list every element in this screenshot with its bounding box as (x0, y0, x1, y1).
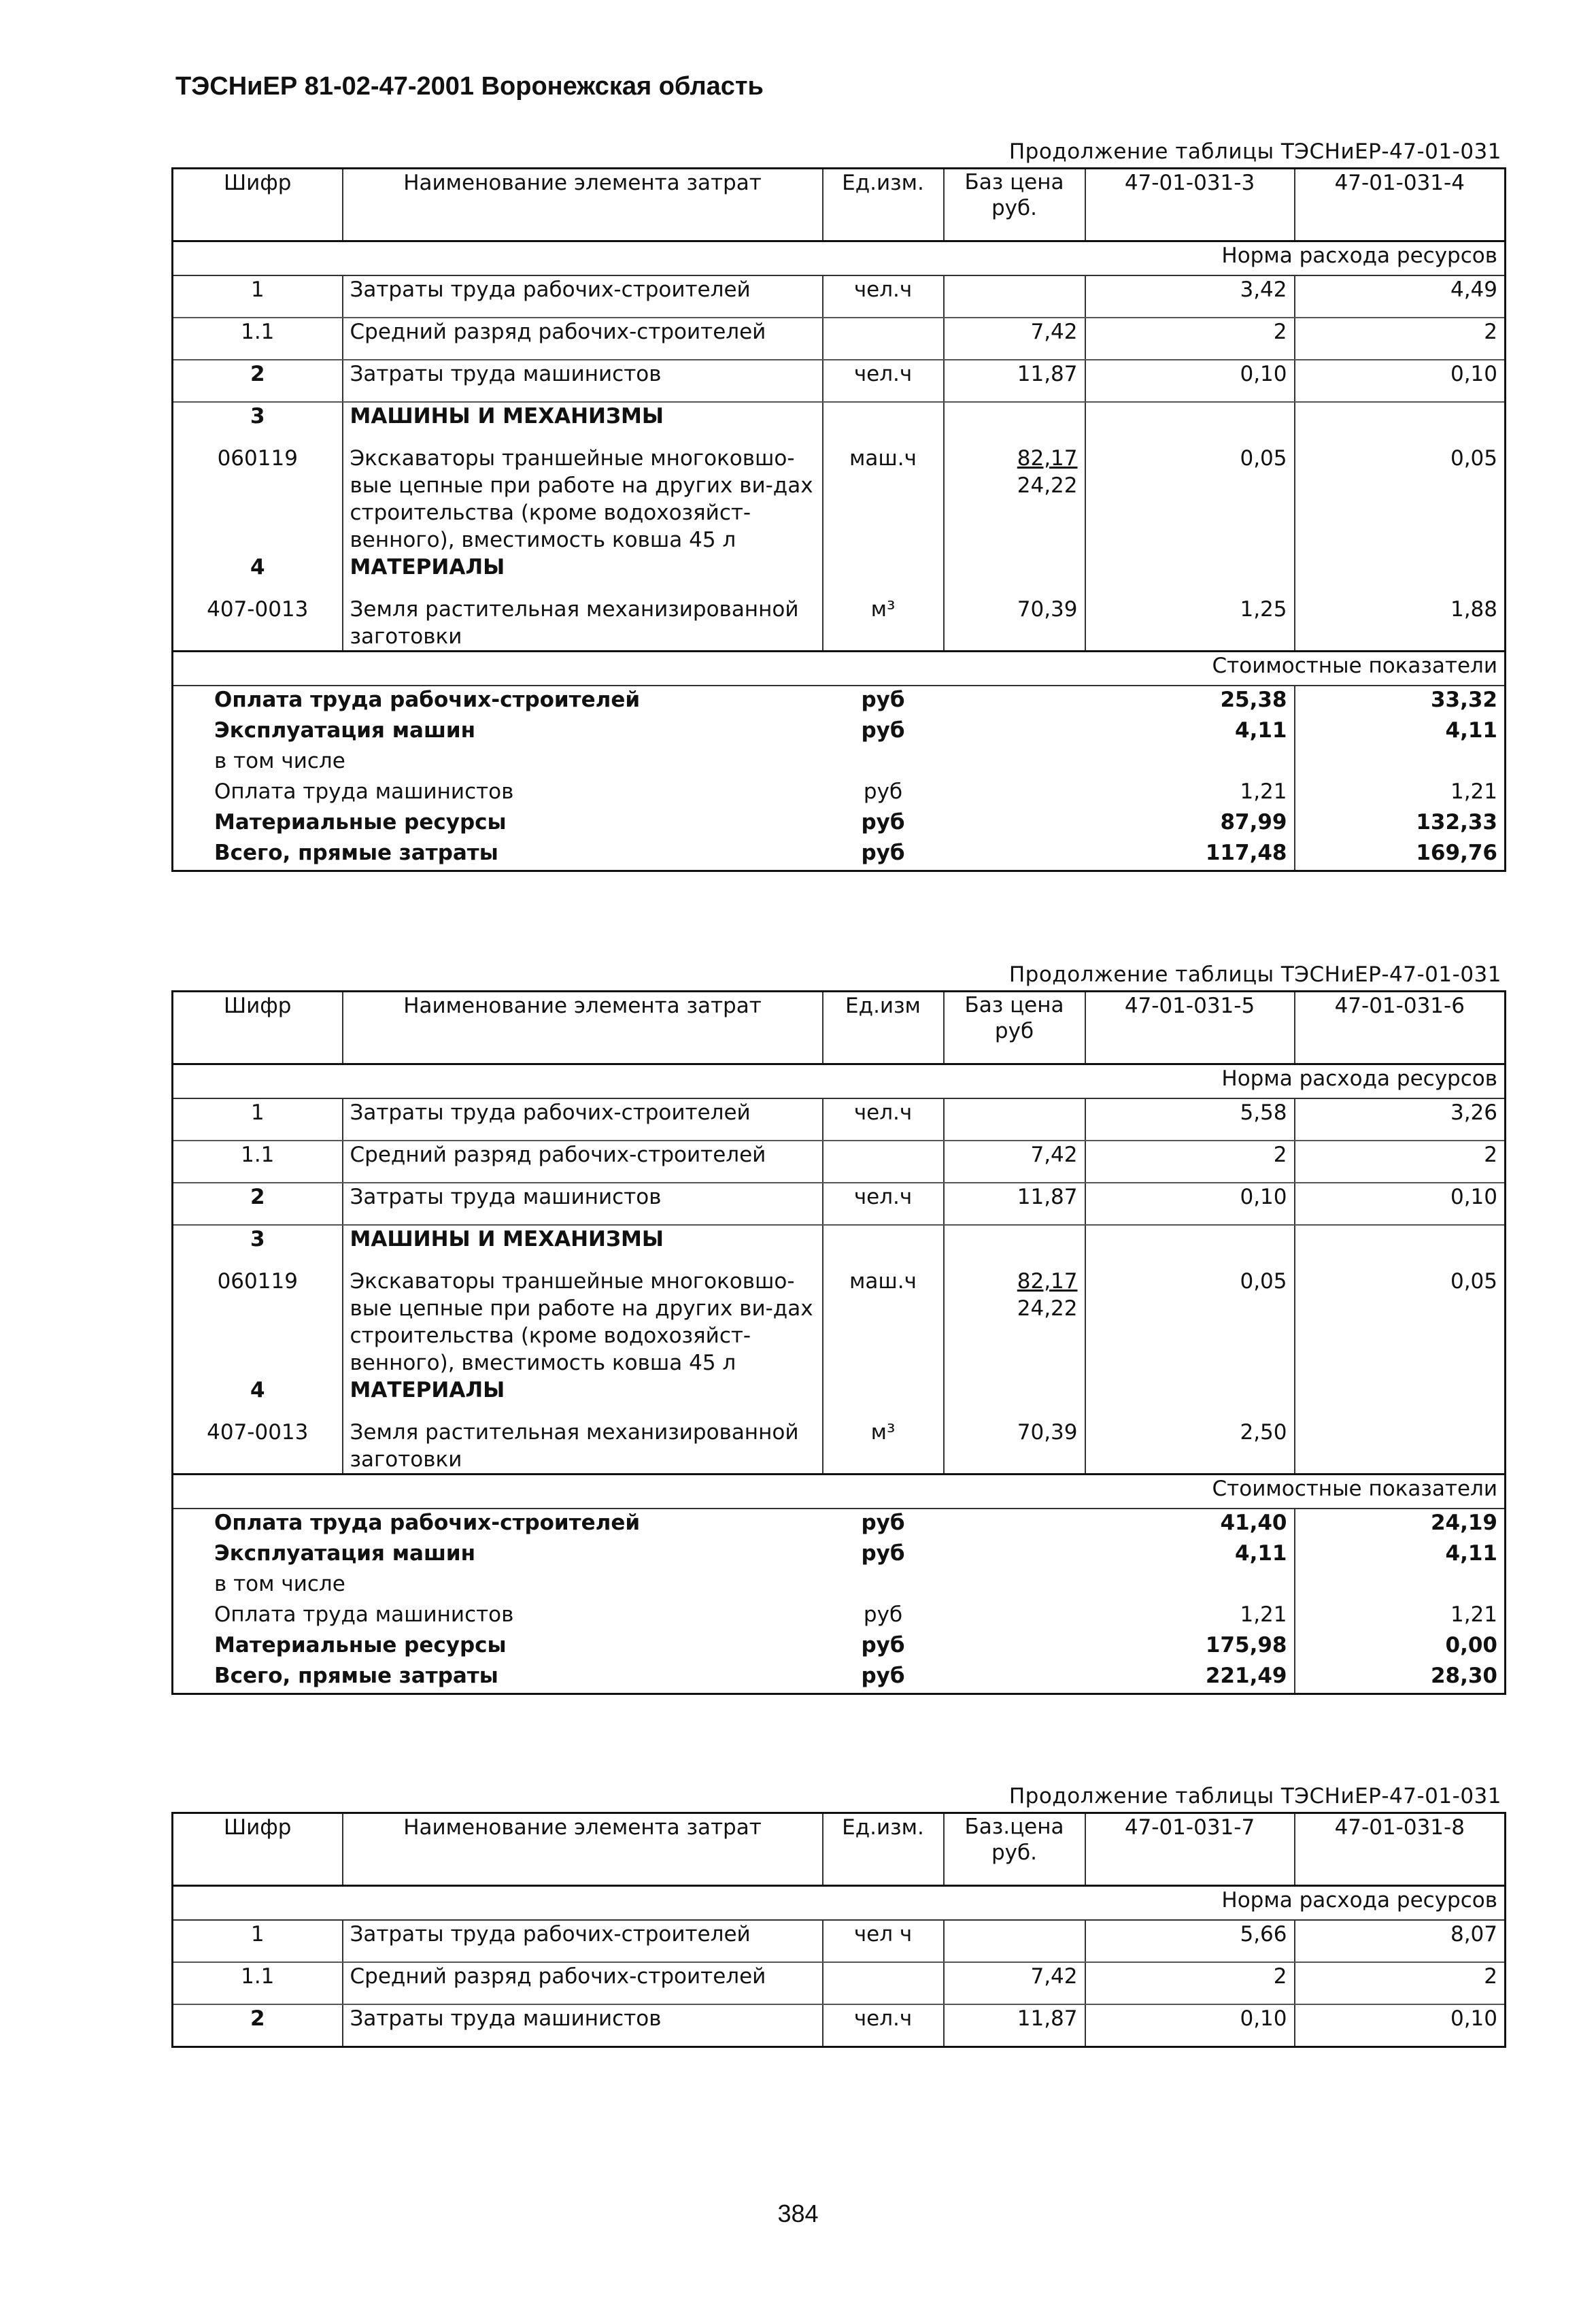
resource-table-1 (171, 136, 1504, 872)
cell-norm-a: 0,10 (1085, 360, 1295, 402)
col-header-base-price: Баз.цена руб. (944, 1813, 1085, 1886)
cost-label: Материальные ресурсы (214, 1633, 507, 1657)
cell-name: Средний разряд рабочих-строителей (343, 318, 823, 360)
table-row (173, 275, 1506, 318)
group-title: МАТЕРИАЛЫ (343, 1377, 823, 1419)
cell-norm-b: 0,10 (1295, 2004, 1506, 2047)
document-header: ТЭСНиЕР 81-02-47-2001 Воронежская область (175, 72, 764, 101)
resource-table (171, 167, 1506, 872)
col-header-name: Наименование элемента затрат (343, 992, 823, 1064)
cell-unit: чел.ч (823, 2004, 944, 2047)
cost-row (173, 1570, 1506, 1601)
resource-table-2 (171, 959, 1504, 1695)
cell-norm-a: 0,10 (1085, 1183, 1295, 1225)
col-header-code: Шифр (173, 1813, 343, 1886)
cell-norm-b: 8,07 (1295, 1920, 1506, 1962)
table-row (173, 1962, 1506, 2004)
cost-label: Оплата труда машинистов (214, 779, 514, 804)
cell-code: 1.1 (173, 318, 343, 360)
table-row (173, 360, 1506, 402)
table-row (173, 1268, 1506, 1377)
cost-unit: руб (861, 1633, 905, 1657)
cost-section-row (173, 1475, 1506, 1509)
cell-norm-a: 0,10 (1085, 2004, 1295, 2047)
cell-price: 11,87 (944, 360, 1085, 402)
cell-code: 1 (173, 1920, 343, 1962)
cost-label: Оплата труда рабочих-строителей (214, 1511, 641, 1535)
cell-price (944, 275, 1085, 318)
cell-unit: чел.ч (823, 1098, 944, 1141)
resource-table-3 (171, 1781, 1504, 2048)
cell-norm-b: 2 (1295, 1962, 1506, 2004)
cost-value-b: 0,00 (1295, 1632, 1506, 1662)
cell-code: 3 (250, 404, 265, 428)
cell-norm-b: 3,26 (1295, 1098, 1506, 1141)
cost-unit: руб (863, 1602, 903, 1627)
table-row (173, 1183, 1506, 1225)
table-row (173, 1920, 1506, 1962)
cost-value-b: 132,33 (1295, 809, 1506, 839)
norms-section-row (173, 241, 1506, 276)
cell-price (944, 1920, 1085, 1962)
cost-label: Материальные ресурсы (214, 810, 507, 835)
cost-row (173, 686, 1506, 717)
cost-value-b: 169,76 (1295, 839, 1506, 871)
group-row-machines (173, 402, 1506, 445)
cost-label: Эксплуатация машин (214, 1541, 476, 1566)
cell-norm-a: 3,42 (1085, 275, 1295, 318)
cost-unit: руб (861, 718, 905, 743)
cost-row (173, 778, 1506, 809)
cell-unit: маш.ч (823, 1268, 944, 1377)
cell-name: Затраты труда машинистов (343, 360, 823, 402)
cost-value-a: 117,48 (1085, 839, 1295, 871)
col-header-name: Наименование элемента затрат (343, 169, 823, 241)
cell-norm-b: 2 (1295, 318, 1506, 360)
cell-norm-b: 0,10 (1295, 360, 1506, 402)
cell-norm-a: 0,05 (1085, 445, 1295, 554)
cost-row-total (173, 839, 1506, 871)
cell-code: 2 (173, 360, 343, 402)
table-row (173, 445, 1506, 554)
cell-norm-a: 2 (1085, 318, 1295, 360)
col-header-unit: Ед.изм. (823, 169, 944, 241)
cell-unit (823, 318, 944, 360)
cell-unit: м³ (823, 1419, 944, 1475)
cost-label: Эксплуатация машин (214, 718, 476, 743)
cell-name: Затраты труда рабочих-строителей (343, 1098, 823, 1141)
cell-norm-b: 2 (1295, 1141, 1506, 1183)
cell-norm-b: 4,49 (1295, 275, 1506, 318)
col-header-name: Наименование элемента затрат (343, 1813, 823, 1886)
cell-name: Земля растительная механизированной заготовки (343, 1419, 823, 1475)
cell-code: 2 (250, 2006, 265, 2031)
cell-code: 060119 (217, 1269, 298, 1294)
cell-price: 11,87 (944, 2004, 1085, 2047)
col-header-norm-b: 47-01-031-8 (1295, 1813, 1506, 1886)
group-title: МАШИНЫ И МЕХАНИЗМЫ (343, 1225, 823, 1268)
cost-row-total (173, 1662, 1506, 1694)
table-row (173, 596, 1506, 652)
cell-code: 1 (173, 275, 343, 318)
cell-norm-b: 1,88 (1295, 596, 1506, 652)
cell-norm-b: 0,05 (1295, 445, 1506, 554)
col-header-base-price: Баз цена руб (944, 992, 1085, 1064)
cost-row (173, 1509, 1506, 1540)
cell-name: Экскаваторы траншейные многоковшо-вые цепные при работе на других ви-дах строительства (кроме водохозяйст-венного), вместимость ковша 45 л (343, 1268, 823, 1377)
cell-unit (823, 1962, 944, 2004)
cost-value-a: 25,38 (1220, 688, 1287, 712)
table-row (173, 1098, 1506, 1141)
cell-price: 7,42 (944, 1141, 1085, 1183)
cell-code: 4 (250, 555, 265, 579)
cost-unit: руб (861, 688, 905, 712)
cost-label: в том числе (214, 749, 345, 773)
cost-section-label: Стоимостные показатели (173, 1475, 1506, 1509)
cell-code: 1 (173, 1098, 343, 1141)
cost-value-a: 4,11 (1235, 1541, 1287, 1566)
cell-code: 1.1 (173, 1141, 343, 1183)
cell-norm-a: 2 (1085, 1141, 1295, 1183)
col-header-norm-a: 47-01-031-5 (1085, 992, 1295, 1064)
cost-label: Всего, прямые затраты (173, 1662, 823, 1694)
col-header-base-price: Баз цена руб. (944, 169, 1085, 241)
table-row (173, 2004, 1506, 2047)
col-header-unit: Ед.изм. (823, 1813, 944, 1886)
cell-norm-a: 5,58 (1085, 1098, 1295, 1141)
col-header-norm-a: 47-01-031-3 (1085, 169, 1295, 241)
cost-value-b: 4,11 (1295, 717, 1506, 747)
norms-section-label: Норма расхода ресурсов (173, 1064, 1506, 1099)
cell-name: Затраты труда рабочих-строителей (343, 275, 823, 318)
col-header-code: Шифр (173, 992, 343, 1064)
table-caption: Продолжение таблицы ТЭСНиЕР-47-01-031 (1008, 139, 1501, 164)
resource-table (171, 990, 1506, 1695)
cost-value-b: 4,11 (1295, 1540, 1506, 1570)
table-row (173, 318, 1506, 360)
page-number: 384 (777, 2200, 819, 2227)
cost-unit: руб (863, 779, 903, 804)
cell-price (944, 1268, 1085, 1377)
cell-unit: чел.ч (823, 275, 944, 318)
cell-name: Затраты труда машинистов (343, 1183, 823, 1225)
cell-name: Экскаваторы траншейные многоковшо-вые цепные при работе на других ви-дах строительства (кроме водохозяйст-венного), вместимость ковша 45 л (343, 445, 823, 554)
cell-unit: маш.ч (823, 445, 944, 554)
cell-unit: чел ч (823, 1920, 944, 1962)
cell-code: 407-0013 (207, 1420, 309, 1445)
cell-unit: м³ (823, 596, 944, 652)
cell-unit (823, 1141, 944, 1183)
table-row (173, 1141, 1506, 1183)
cost-value-b: 24,19 (1295, 1509, 1506, 1540)
cell-price: 70,39 (944, 1419, 1085, 1475)
cell-norm-a: 2,50 (1085, 1419, 1295, 1475)
cost-unit: руб (823, 1662, 944, 1694)
col-header-unit: Ед.изм (823, 992, 944, 1064)
cost-label: Всего, прямые затраты (173, 839, 823, 871)
resource-table (171, 1812, 1506, 2048)
group-title: МАШИНЫ И МЕХАНИЗМЫ (343, 402, 823, 445)
cost-section-label: Стоимостные показатели (173, 652, 1506, 686)
cell-code: 2 (173, 1183, 343, 1225)
cost-row (173, 1540, 1506, 1570)
cell-price (944, 1098, 1085, 1141)
cost-value-a: 221,49 (1085, 1662, 1295, 1694)
col-header-norm-b: 47-01-031-4 (1295, 169, 1506, 241)
cost-section-row (173, 652, 1506, 686)
cost-label: в том числе (214, 1572, 345, 1596)
norms-section-row (173, 1064, 1506, 1099)
cell-norm-b: 0,10 (1295, 1183, 1506, 1225)
cell-name: Средний разряд рабочих-строителей (343, 1141, 823, 1183)
norms-section-row (173, 1886, 1506, 1921)
cell-norm-b: 0,05 (1295, 1268, 1506, 1377)
cost-unit: руб (861, 810, 905, 835)
cost-unit: руб (823, 839, 944, 871)
cell-name: Земля растительная механизированной заготовки (343, 596, 823, 652)
cost-row (173, 1632, 1506, 1662)
group-title: МАТЕРИАЛЫ (343, 554, 823, 596)
price-value: 24,22 (1017, 1296, 1078, 1321)
cost-value-a: 4,11 (1235, 718, 1287, 743)
cost-value-b: 1,21 (1295, 778, 1506, 809)
cell-norm-a: 2 (1085, 1962, 1295, 2004)
cell-norm-b (1295, 1419, 1506, 1475)
cell-norm-a: 5,66 (1085, 1920, 1295, 1962)
cost-row (173, 809, 1506, 839)
cost-row (173, 747, 1506, 778)
table-header-row (173, 169, 1506, 241)
cell-name: Затраты труда рабочих-строителей (343, 1920, 823, 1962)
cost-value-b: 28,30 (1295, 1662, 1506, 1694)
table-row (173, 1419, 1506, 1475)
cost-unit: руб (861, 1511, 905, 1535)
cost-value-a: 1,21 (1240, 779, 1287, 804)
price-value: 24,22 (1017, 473, 1078, 498)
cell-price: 11,87 (944, 1183, 1085, 1225)
cell-code: 407-0013 (207, 597, 309, 622)
table-caption: Продолжение таблицы ТЭСНиЕР-47-01-031 (1008, 1784, 1501, 1808)
norms-section-label: Норма расхода ресурсов (173, 241, 1506, 276)
cell-name: Средний разряд рабочих-строителей (343, 1962, 823, 2004)
table-header-row (173, 992, 1506, 1064)
cell-unit: чел.ч (823, 1183, 944, 1225)
cell-norm-a: 0,05 (1085, 1268, 1295, 1377)
cell-unit: чел.ч (823, 360, 944, 402)
cell-price: 7,42 (944, 318, 1085, 360)
group-row-machines (173, 1225, 1506, 1268)
cell-price: 70,39 (944, 596, 1085, 652)
cost-value-b: 1,21 (1295, 1601, 1506, 1632)
group-row-materials (173, 554, 1506, 596)
cell-price: 7,42 (944, 1962, 1085, 2004)
cell-name: Затраты труда машинистов (343, 2004, 823, 2047)
price-value: 82,17 (1017, 1269, 1078, 1294)
group-row-materials (173, 1377, 1506, 1419)
cost-unit: руб (861, 1541, 905, 1566)
table-header-row (173, 1813, 1506, 1886)
cost-label: Оплата труда машинистов (214, 1602, 514, 1627)
cost-label: Оплата труда рабочих-строителей (214, 688, 641, 712)
cell-code: 3 (250, 1227, 265, 1251)
table-caption: Продолжение таблицы ТЭСНиЕР-47-01-031 (1008, 962, 1501, 987)
price-value: 82,17 (1017, 446, 1078, 471)
cost-value-a: 175,98 (1205, 1633, 1287, 1657)
col-header-norm-b: 47-01-031-6 (1295, 992, 1506, 1064)
cell-code: 1.1 (173, 1962, 343, 2004)
cost-value-a: 1,21 (1240, 1602, 1287, 1627)
cell-code: 060119 (217, 446, 298, 471)
cost-row (173, 717, 1506, 747)
cell-code: 4 (250, 1378, 265, 1402)
cell-norm-a: 1,25 (1085, 596, 1295, 652)
cost-value-b: 33,32 (1295, 686, 1506, 717)
norms-section-label: Норма расхода ресурсов (173, 1886, 1506, 1921)
cost-value-a: 87,99 (1220, 810, 1287, 835)
col-header-code: Шифр (173, 169, 343, 241)
col-header-norm-a: 47-01-031-7 (1085, 1813, 1295, 1886)
cell-price (944, 445, 1085, 554)
cost-value-a: 41,40 (1220, 1511, 1287, 1535)
cost-row (173, 1601, 1506, 1632)
